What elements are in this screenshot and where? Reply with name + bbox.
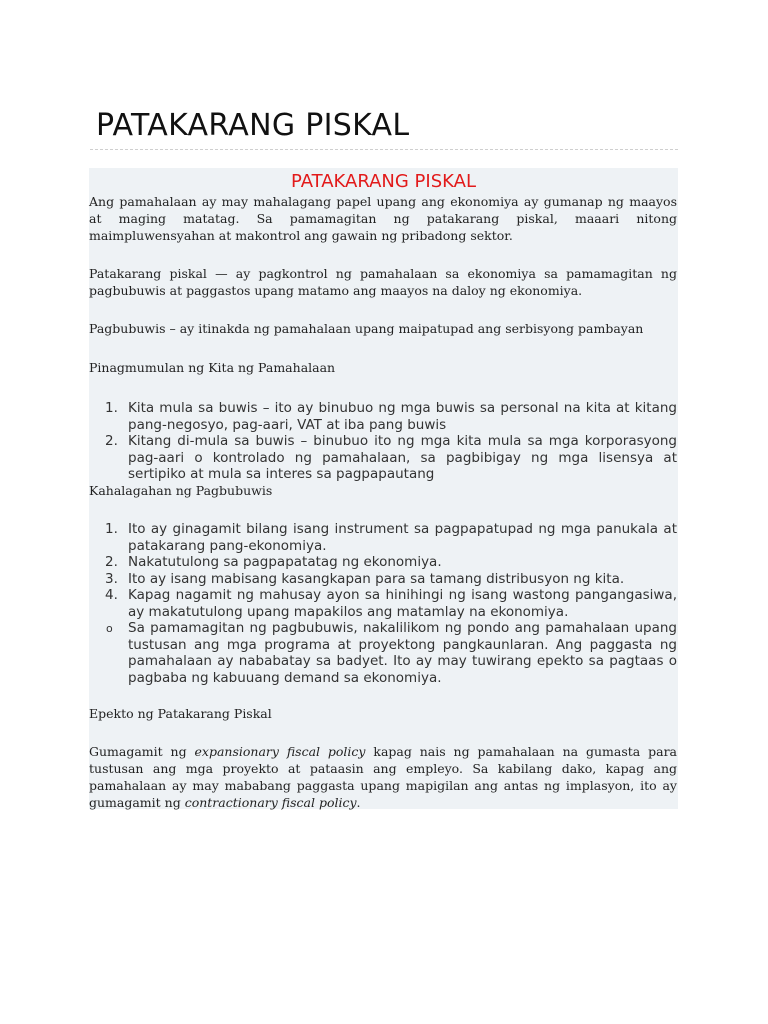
list-marker: 4. bbox=[105, 587, 118, 603]
list-marker: 1. bbox=[105, 400, 118, 416]
effects-text-3: . bbox=[356, 795, 361, 810]
list-item-text: Kita mula sa buwis – ito ay binubuo ng mga buwis sa personal na kita at kitang pang-negosyo, pag-aari, VAT at iba pang buwis bbox=[128, 400, 677, 433]
expansionary-term: expansionary fiscal policy bbox=[194, 744, 366, 759]
list-item bbox=[89, 400, 677, 433]
list-marker: 2. bbox=[105, 433, 118, 449]
heading-divider bbox=[90, 149, 678, 150]
list-item bbox=[89, 571, 677, 588]
contractionary-term: contractionary fiscal policy bbox=[184, 795, 357, 810]
list-marker: 3. bbox=[105, 570, 118, 587]
list-item-text: Kapag nagamit ng mahusay ayon sa hinihingi ng isang wastong pangangasiwa, ay makatutulong upang mapakilos ang matamlay na ekonomiya. bbox=[128, 587, 677, 620]
list-item bbox=[89, 587, 677, 620]
pagbubuwis-paragraph: Pagbubuwis – ay itinakda ng pamahalaan upang maipatupad ang serbisyong pambayan bbox=[89, 321, 644, 336]
effects-paragraph bbox=[89, 743, 677, 811]
list-marker: 1. bbox=[105, 521, 118, 537]
importance-list bbox=[89, 521, 677, 686]
intro-paragraph: Ang pamahalaan ay may mahalagang papel upang ang ekonomiya ay gumanap ng maayos at maging matatag. Sa pamamagitan ng patakarang piskal, maaari nitong maimpluwensyahan at makontrol ang gawain ng pribadong sektor. bbox=[89, 194, 677, 243]
page-heading: PATAKARANG PISKAL bbox=[96, 108, 410, 143]
effects-heading: Epekto ng Patakarang Piskal bbox=[89, 706, 272, 721]
list-marker: o bbox=[106, 622, 113, 635]
list-item bbox=[89, 554, 677, 571]
document-body bbox=[89, 168, 678, 809]
effects-text-1: Gumagamit ng bbox=[89, 744, 195, 759]
list-item-text: Kitang di-mula sa buwis – binubuo ito ng mga kita mula sa mga korporasyong pag-aari o kontrolado ng pamahalaan, sa pagbibigay ng mga lisensya at sertipiko at mula sa interes sa pagpapautang bbox=[128, 433, 677, 482]
document-title: PATAKARANG PISKAL bbox=[291, 171, 476, 192]
list-item-text: Ito ay isang mabisang kasangkapan para sa tamang distribusyon ng kita. bbox=[128, 570, 625, 587]
list-marker: 2. bbox=[105, 554, 118, 570]
effects-text-2: kapag nais ng pamahalaan na gumasta para tustusan ang mga proyekto at pataasin ang empleyo. Sa kabilang dako, kapag ang pamahalaan ay may mababang paggasta upang mapigilan ang antas ng implasyon, ito ay gumagamit ng bbox=[89, 744, 677, 810]
importance-heading: Kahalagahan ng Pagbubuwis bbox=[89, 483, 273, 498]
list-item bbox=[89, 433, 677, 483]
sources-list bbox=[89, 400, 677, 483]
list-item bbox=[89, 521, 677, 554]
definition-paragraph: Patakarang piskal — ay pagkontrol ng pamahalaan sa ekonomiya sa pamamagitan ng pagbubuwis at paggastos upang matamo ang maayos na daloy ng ekonomiya. bbox=[89, 266, 677, 298]
sources-heading: Pinagmumulan ng Kita ng Pamahalaan bbox=[89, 360, 336, 375]
list-item-text: Ito ay ginagamit bilang isang instrument sa pagpapatupad ng mga panukala at patakarang pang-ekonomiya. bbox=[128, 521, 677, 554]
list-item-text: Sa pamamagitan ng pagbubuwis, nakalilikom ng pondo ang pamahalaan upang tustusan ang mga programa at proyektong pangkaunlaran. Ang paggasta ng pamahalaan ay nababatay sa badyet. Ito ay may tuwirang epekto sa pagtaas o pagbaba ng kabuuang demand sa ekonomiya. bbox=[128, 620, 677, 686]
list-item-text: Nakatutulong sa pagpapatatag ng ekonomiya. bbox=[128, 554, 442, 570]
list-item bbox=[89, 620, 677, 686]
